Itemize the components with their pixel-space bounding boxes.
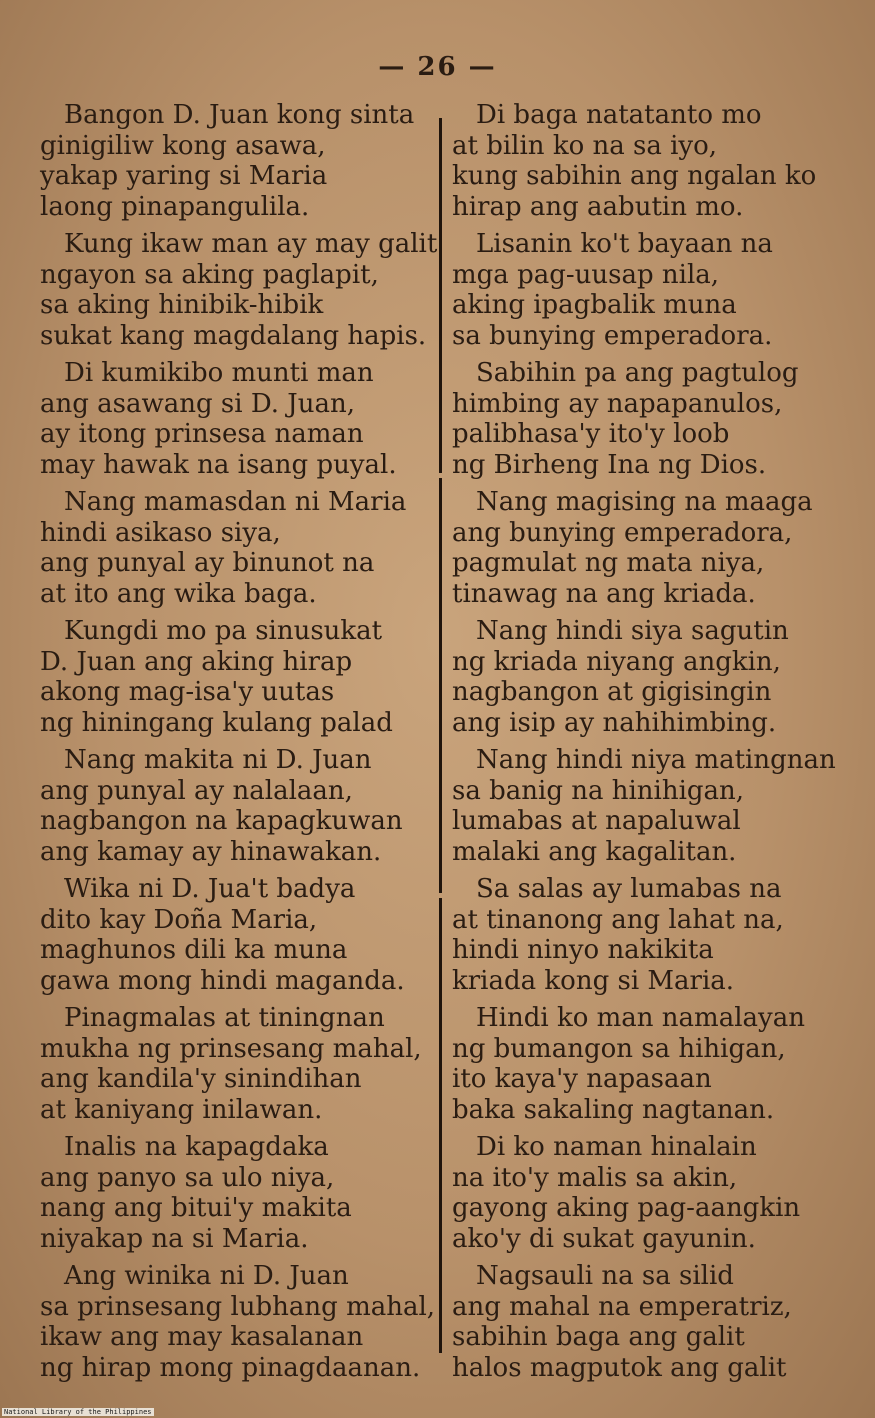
verse-line: nagbangon at gigisingin — [452, 677, 772, 707]
verse-line: malaki ang kagalitan. — [452, 836, 737, 867]
verse-line: Nagsauli na sa silid — [476, 1261, 734, 1291]
verse-stanza — [452, 616, 862, 738]
verse-line: may hawak na isang puyal. — [40, 449, 397, 480]
verse-line: ginigiliw kong asawa, — [40, 130, 326, 161]
verse-line: Lisanin ko't bayaan na — [476, 229, 773, 259]
verse-stanza — [40, 100, 440, 222]
verse-line: gawa mong hindi maganda. — [40, 965, 405, 996]
verse-line: at bilin ko na sa iyo, — [452, 130, 718, 161]
verse-stanza — [452, 358, 862, 480]
verse-stanza — [452, 745, 862, 867]
verse-line: ang asawang si D. Juan, — [40, 388, 355, 419]
left-verse-column — [40, 100, 440, 1390]
verse-line: sa aking hinibik-hibik — [40, 290, 324, 320]
verse-stanza — [40, 229, 440, 351]
verse-stanza — [40, 1261, 440, 1383]
verse-line: yakap yaring si Maria — [40, 161, 328, 191]
verse-stanza — [452, 874, 862, 996]
verse-line: D. Juan ang aking hirap — [40, 646, 353, 677]
verse-line: Kungdi mo pa sinusukat — [64, 616, 383, 646]
verse-line: at kaniyang inilawan. — [40, 1094, 323, 1125]
verse-line: Nang hindi niya matingnan — [476, 745, 836, 775]
verse-line: nang ang bitui'y makita — [40, 1193, 352, 1223]
page-number: — 26 — — [378, 52, 497, 82]
verse-line: ng Birheng Ina ng Dios. — [452, 449, 767, 480]
verse-line: sa bunying emperadora. — [452, 320, 773, 351]
verse-stanza — [40, 745, 440, 867]
verse-stanza — [452, 229, 862, 351]
verse-line: Kung ikaw man ay may galit — [64, 229, 438, 259]
verse-line: nagbangon na kapagkuwan — [40, 806, 403, 836]
verse-line: palibhasa'y ito'y loob — [452, 419, 730, 449]
verse-stanza — [452, 1132, 862, 1254]
verse-line: Di ko naman hinalain — [476, 1132, 757, 1162]
verse-line: ng bumangon sa hihigan, — [452, 1033, 786, 1064]
verse-stanza — [40, 874, 440, 996]
verse-line: at tinanong ang lahat na, — [452, 904, 784, 935]
verse-line: mga pag-uusap nila, — [452, 259, 720, 290]
right-verse-column — [452, 100, 862, 1390]
verse-line: sukat kang magdalang hapis. — [40, 320, 427, 351]
verse-stanza — [40, 616, 440, 738]
verse-line: Nang magising na maaga — [476, 487, 813, 517]
verse-line: hindi asikaso siya, — [40, 517, 281, 548]
verse-line: pagmulat ng mata niya, — [452, 548, 765, 578]
verse-stanza — [452, 487, 862, 609]
verse-line: na ito'y malis sa akin, — [452, 1162, 738, 1193]
verse-line: ang bunying emperadora, — [452, 517, 793, 548]
verse-line: Bangon D. Juan kong sinta — [64, 100, 415, 130]
verse-line: ikaw ang may kasalanan — [40, 1322, 364, 1352]
verse-line: Di kumikibo munti man — [64, 358, 374, 388]
verse-line: sa prinsesang lubhang mahal, — [40, 1291, 436, 1322]
verse-line: lumabas at napaluwal — [452, 806, 741, 836]
verse-line: Hindi ko man namalayan — [476, 1003, 805, 1033]
verse-line: gayong aking pag-aangkin — [452, 1193, 801, 1223]
verse-line: niyakap na si Maria. — [40, 1223, 309, 1254]
verse-line: Nang mamasdan ni Maria — [64, 487, 407, 517]
column-divider-middle — [439, 478, 442, 893]
verse-line: at ito ang wika baga. — [40, 578, 317, 609]
verse-line: himbing ay napapanulos, — [452, 388, 783, 419]
verse-line: halos magputok ang galit — [452, 1352, 787, 1383]
library-credit: National Library of the Philippines — [4, 1408, 152, 1416]
verse-line: Wika ni D. Jua't badya — [64, 874, 356, 904]
verse-stanza — [452, 1003, 862, 1125]
verse-line: ngayon sa aking paglapit, — [40, 259, 379, 290]
verse-line: Pinagmalas at tiningnan — [64, 1003, 385, 1033]
verse-line: ng hirap mong pinagdaanan. — [40, 1352, 421, 1383]
verse-line: Di baga natatanto mo — [476, 100, 762, 130]
verse-line: laong pinapangulila. — [40, 191, 310, 222]
verse-line: Ang winika ni D. Juan — [64, 1261, 349, 1291]
verse-line: Nang hindi siya sagutin — [476, 616, 789, 646]
verse-line: tinawag na ang kriada. — [452, 578, 756, 609]
verse-line: ang isip ay nahihimbing. — [452, 707, 777, 738]
verse-line: aking ipagbalik muna — [452, 290, 737, 320]
verse-line: Sabihin pa ang pagtulog — [476, 358, 799, 388]
verse-line: kung sabihin ang ngalan ko — [452, 161, 817, 191]
verse-line: Sa salas ay lumabas na — [476, 874, 782, 904]
verse-stanza — [40, 358, 440, 480]
verse-stanza — [452, 100, 862, 222]
verse-stanza — [40, 1003, 440, 1125]
verse-stanza — [40, 487, 440, 609]
verse-line: hindi ninyo nakikita — [452, 935, 714, 965]
verse-line: sa banig na hinihigan, — [452, 775, 745, 806]
verse-line: ang kandila'y sinindihan — [40, 1064, 362, 1094]
verse-line: ito kaya'y napasaan — [452, 1064, 712, 1094]
verse-line: Nang makita ni D. Juan — [64, 745, 372, 775]
column-divider-lower — [439, 898, 442, 1353]
verse-line: ang mahal na emperatriz, — [452, 1291, 792, 1322]
verse-line: ay itong prinsesa naman — [40, 419, 364, 449]
verse-line: kriada kong si Maria. — [452, 965, 735, 996]
verse-line: Inalis na kapagdaka — [64, 1132, 329, 1162]
verse-line: ako'y di sukat gayunin. — [452, 1223, 756, 1254]
verse-line: ng hiningang kulang palad — [40, 707, 393, 738]
verse-line: sabihin baga ang galit — [452, 1322, 745, 1352]
verse-stanza — [40, 1132, 440, 1254]
verse-line: dito kay Doña Maria, — [40, 904, 318, 935]
verse-line: ang punyal ay binunot na — [40, 548, 375, 578]
verse-line: ng kriada niyang angkin, — [452, 646, 781, 677]
verse-line: mukha ng prinsesang mahal, — [40, 1033, 422, 1064]
verse-line: baka sakaling nagtanan. — [452, 1094, 775, 1125]
verse-line: ang kamay ay hinawakan. — [40, 836, 382, 867]
verse-stanza — [452, 1261, 862, 1383]
verse-line: ang panyo sa ulo niya, — [40, 1162, 335, 1193]
verse-line: ang punyal ay nalalaan, — [40, 775, 353, 806]
verse-line: akong mag-isa'y uutas — [40, 677, 335, 707]
column-divider-upper — [439, 118, 442, 473]
verse-line: maghunos dili ka muna — [40, 935, 348, 965]
verse-line: hirap ang aabutin mo. — [452, 191, 744, 222]
